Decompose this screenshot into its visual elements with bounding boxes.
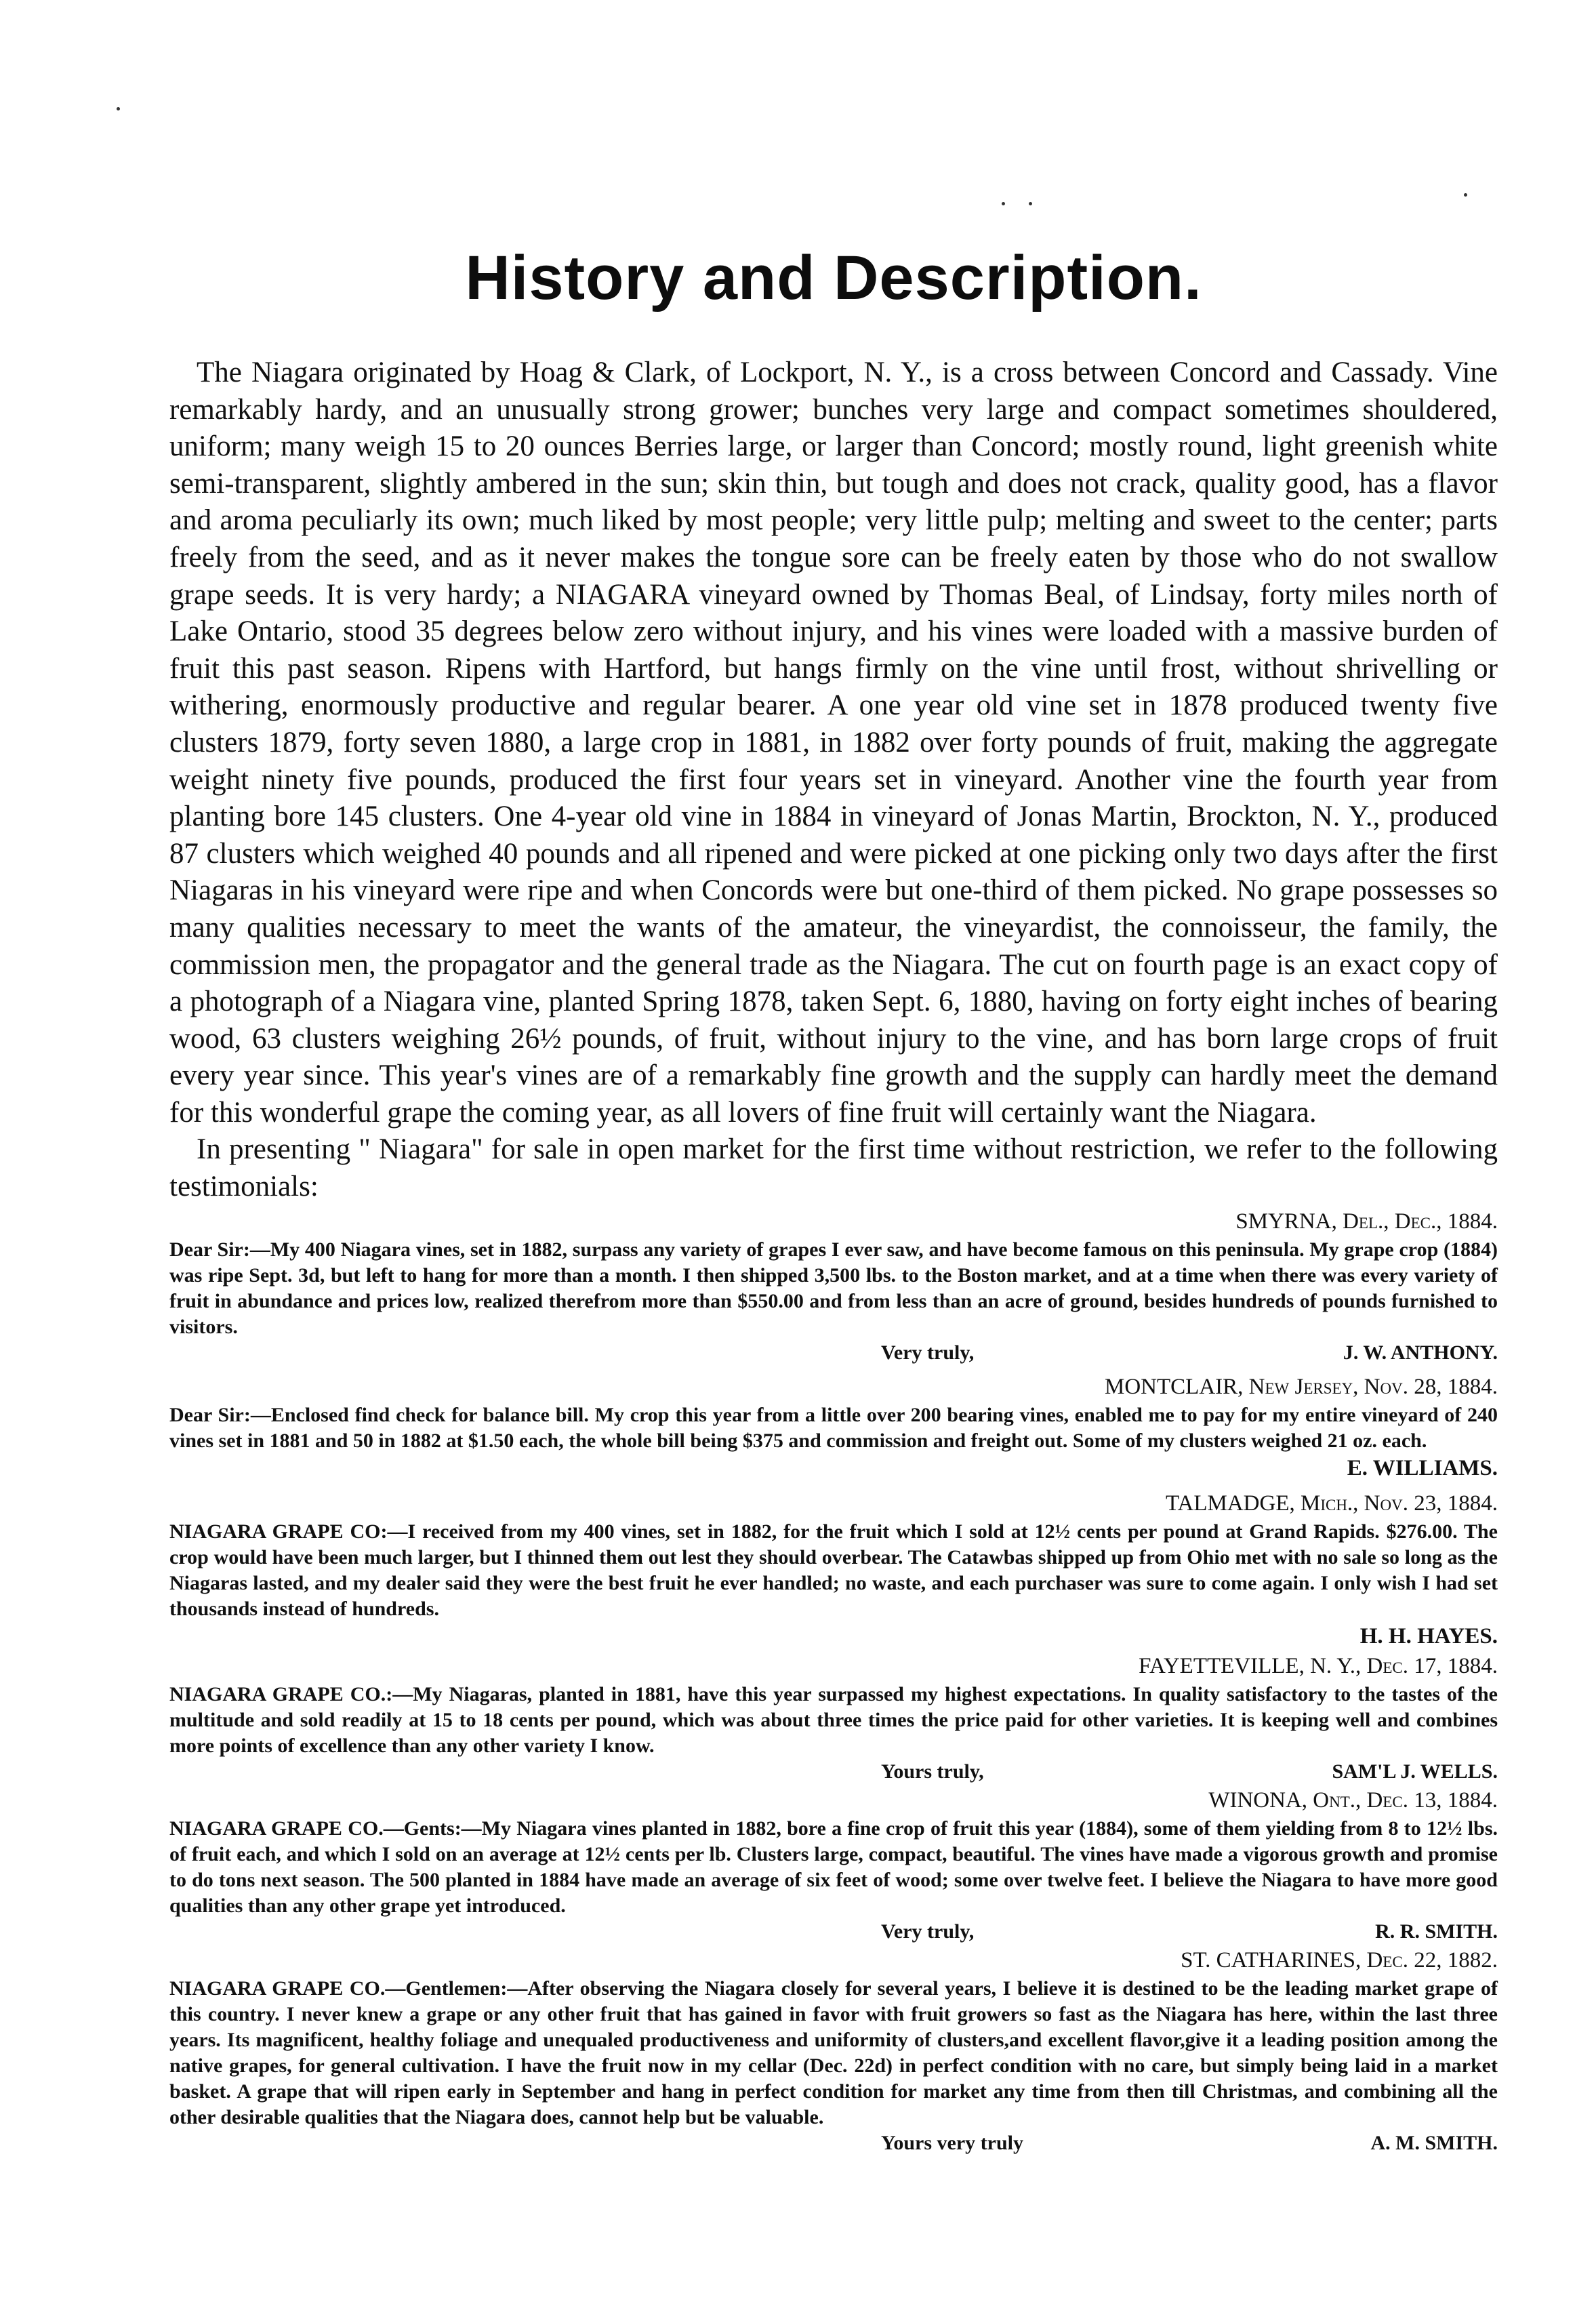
letter-signer: A. M. SMITH. [1370,2131,1498,2154]
letter-place-date: MONTCLAIR, New Jersey, Nov. 28, 1884. [1105,1374,1498,1399]
testimonial-letter [169,1945,1498,2156]
letter-signature [169,1919,1498,1945]
letter-body: NIAGARA GRAPE CO:—I received from my 400 vines, set in 1882, for the fruit which I sold at 12½ cents per pound at Grand Rapids. $276.00. The crop would have been much larger, but I thinned them out lest they should overbear. The Catawbas shipped up from Ohio met with no sale so long as the Niagaras lasted, and my dealer said they were the best fruit he ever handled; no waste, and each purchaser was sure to come again. I only wish I had set thousands instead of hundreds. [169,1520,1498,1620]
letter-body: Dear Sir:—My 400 Niagara vines, set in 1882, surpass any variety of grapes I ever saw, and have become famous on this peninsula. My grape crop (1884) was ripe Sept. 3d, but left to hang for more than a month. I then shipped 3,500 lbs. to the Boston market, and at a time when there was every variety of fruit in abundance and prices low, realized therefrom more than $550.00 and from less than an acre of ground, besides hundreds of pounds furnished to visitors. [169,1238,1498,1338]
letter-place-date: ST. CATHARINES, Dec. 22, 1882. [1181,1947,1498,1972]
testimonial-letter [169,1488,1498,1651]
letter-signature [169,1759,1498,1785]
scan-speck [117,107,120,110]
letter-body: Dear Sir:—Enclosed find check for balance bill. My crop this year from a little over 200 bearing vines, enabled me to pay for my entire vineyard of 240 vines set in 1881 and 50 in 1882 at $1.50 each, the whole bill being $375 and commission and freight out. Some of my clusters weighed 21 oz. each. [169,1403,1498,1452]
letter-signer: J. W. ANTHONY. [1343,1341,1498,1364]
letter-closing: Very truly, [881,1341,975,1364]
letter-signer: H. H. HAYES. [1359,1623,1498,1648]
letter-signature [169,1340,1498,1366]
letter-signer: E. WILLIAMS. [1347,1455,1498,1480]
letter-place-date: SMYRNA, Del., Dec., 1884. [1235,1209,1498,1234]
testimonials-intro: In presenting " Niagara" for sale in open market for the first time without restriction, we refer to the following testimonials: [169,1133,1498,1203]
page-title: History and Description. [465,243,1202,312]
letter-signer: R. R. SMITH. [1375,1920,1498,1943]
scan-speck [1029,202,1032,205]
letter-place-date: TALMADGE, Mich., Nov. 23, 1884. [1165,1491,1498,1516]
document-page [169,241,1498,2156]
letter-body: NIAGARA GRAPE CO.—Gents:—My Niagara vines planted in 1882, bore a fine crop of fruit this year (1884), some of them yielding from 8 to 12½ lbs. of fruit each, and which I sold on an average at 12½ cents per lb. Clusters large, compact, beautiful. The vines have made a vigorous growth and promise to do tons next season. The 500 planted in 1884 have made an average of six feet of wood; some over twelve feet. I believe the Niagara to have more good qualities than any other grape yet introduced. [169,1817,1498,1917]
scan-speck [1002,202,1005,205]
scan-speck [1464,193,1467,197]
letter-body: NIAGARA GRAPE CO.—Gentlemen:—After observing the Niagara closely for several years, I believe it is destined to be the leading market grape of this country. I never knew a grape or any other fruit that has gained in favor with fruit growers so fast as the Niagara has here, within the last three years. Its magnificent, healthy foliage and unequaled productiveness and uniformity of clusters,and excellent flavor,give it a leading position among the native grapes, for general cultivation. I have the fruit now in my cellar (Dec. 22d) in perfect condition with no care, but simply being laid in a market basket. A grape that will ripen early in September and hang in perfect condition for market any time from then till Christmas, and combining all the other desirable qualities that the Niagara does, cannot help but be valuable. [169,1977,1498,2128]
testimonial-letter [169,1785,1498,1945]
testimonial-letter [169,1651,1498,1785]
testimonial-letter [169,1206,1498,1366]
letter-closing: Very truly, [881,1920,975,1943]
letter-place-date: WINONA, Ont., Dec. 13, 1884. [1208,1787,1498,1813]
testimonial-letter [169,1371,1498,1482]
letter-body: NIAGARA GRAPE CO.:—My Niagaras, planted in 1881, have this year surpassed my highest expectations. In quality satisfactory to the tastes of the multitude and sold readily at 15 to 18 cents per pound, which was about three times the price paid for other varieties. It is keeping well and combines more points of excellence than any other variety I know. [169,1682,1498,1757]
letter-signature [169,2130,1498,2156]
letter-signer: SAM'L J. WELLS. [1332,1760,1498,1783]
letter-closing: Yours truly, [881,1760,984,1783]
letter-closing: Yours very truly [881,2131,1023,2154]
letter-place-date: FAYETTEVILLE, N. Y., Dec. 17, 1884. [1139,1653,1498,1678]
description-paragraph: The Niagara originated by Hoag & Clark, of Lockport, N. Y., is a cross between Concord and Cassady. Vine remarkably hardy, and an unusually strong grower; bunches very large and compact sometimes shouldered, uniform; many weigh 15 to 20 ounces Berries large, or larger than Concord; mostly round, light greenish white semi-transparent, slightly ambered in the sun; skin thin, but tough and does not crack, quality good, has a flavor and aroma peculiarly its own; much liked by most people; very little pulp; melting and sweet to the center; parts freely from the seed, and as it never makes the tongue sore can be freely eaten by those who do not swallow grape seeds. It is very hardy; a NIAGARA vineyard owned by Thomas Beal, of Lindsay, forty miles north of Lake Ontario, stood 35 degrees below zero without injury, and his vines were loaded with a massive burden of fruit this past season. Ripens with Hartford, but hangs firmly on the vine until frost, without shrivelling or withering, enormously productive and regular bearer. A one year old vine set in 1878 produced twenty five clusters 1879, forty seven 1880, a large crop in 1881, in 1882 over forty pounds of fruit, making the aggregate weight ninety five pounds, produced the first four years set in vineyard. Another vine the fourth year from planting bore 145 clusters. One 4-year old vine in 1884 in vineyard of Jonas Martin, Brockton, N. Y., produced 87 clusters which weighed 40 pounds and all ripened and were picked at one picking only two days after the first Niagaras in his vineyard were ripe and when Concords were but one-third of them picked. No grape possesses so many qualities necessary to meet the wants of the amateur, the vineyardist, the connoisseur, the family, the commission men, the propagator and the general trade as the Niagara. The cut on fourth page is an exact copy of a photograph of a Niagara vine, planted Spring 1878, taken Sept. 6, 1880, having on forty eight inches of bearing wood, 63 clusters weighing 26½ pounds, of fruit, without injury to the vine, and has born large crops of fruit every year since. This year's vines are of a remarkably fine growth and the supply can hardly meet the demand for this wonderful grape the coming year, as all lovers of fine fruit will certainly want the Niagara. [169,357,1498,1129]
